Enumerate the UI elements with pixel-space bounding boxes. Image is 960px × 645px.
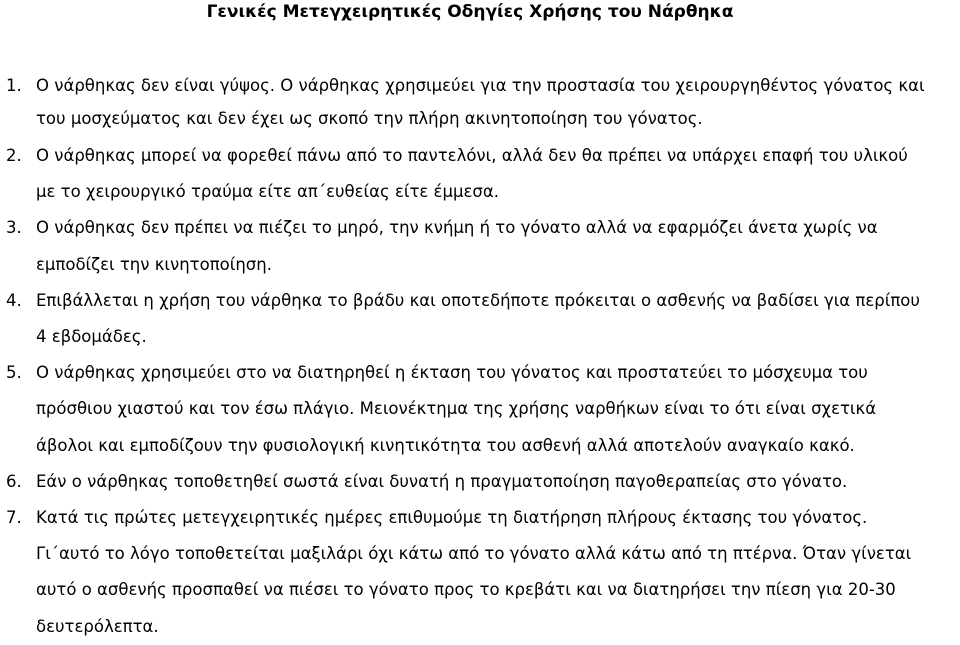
item-number: 7. bbox=[6, 508, 22, 528]
instruction-item-2 bbox=[6, 138, 932, 210]
item-number: 3. bbox=[6, 218, 22, 238]
item-number: 1. bbox=[6, 76, 22, 95]
item-text: Ο νάρθηκας δεν είναι γύψος. Ο νάρθηκας χρησιμεύει για την προστασία του χειρουργηθέντος γόνατος και του μοσχεύματος και δεν έχει ως σκοπό την πλήρη ακινητοποίηση του γόνατος. bbox=[36, 76, 925, 128]
instruction-item-6 bbox=[6, 464, 932, 500]
item-text: Επιβάλλεται η χρήση του νάρθηκα το βράδυ και οποτεδήποτε πρόκειται ο ασθενής να βαδίσει για περίπου 4 εβδομάδες. bbox=[36, 290, 920, 347]
instruction-item-1 bbox=[6, 69, 932, 135]
item-number: 6. bbox=[6, 471, 22, 491]
instruction-item-7 bbox=[6, 500, 932, 645]
item-text: Ο νάρθηκας μπορεί να φορεθεί πάνω από το παντελόνι, αλλά δεν θα πρέπει να υπάρχει επαφή του υλικού με το χειρουργικό τραύμα είτε απ΄ευθείας είτε έμμεσα. bbox=[36, 146, 908, 202]
item-text: Κατά τις πρώτες μετεγχειρητικές ημέρες επιθυμούμε τη διατήρηση πλήρους έκτασης του γόνατος. Γι΄αυτό το λόγο τοποθετείται μαξιλάρι όχι κάτω από το γόνατο αλλά κάτω από τη πτέρνα. Όταν γίνεται αυτό ο ασθενής προσπαθεί να πιέσει το γόνατο προς το κρεβάτι και να διατηρήσει την πίεση για 20-30 δευτερόλεπτα. bbox=[36, 508, 912, 636]
item-number: 4. bbox=[6, 290, 22, 310]
document-title: Γενικές Μετεγχειρητικές Οδηγίες Χρήσης του Νάρθηκα bbox=[206, 2, 734, 22]
item-text: Ο νάρθηκας χρησιμεύει στο να διατηρηθεί η έκταση του γόνατος και προστατεύει το μόσχευμα του πρόσθιου χιαστού και τον έσω πλάγιο. Μειονέκτημα της χρήσης ναρθήκων είναι το ότι είναι σχετικά άβολοι και εμποδίζουν την φυσιολογική κινητικότητα του ασθενή αλλά αποτελούν αναγκαίο κακό. bbox=[36, 363, 877, 455]
item-text: Εάν ο νάρθηκας τοποθετηθεί σωστά είναι δυνατή η πραγματοποίηση παγοθεραπείας στο γόνατο. bbox=[36, 471, 848, 491]
instruction-item-3 bbox=[6, 210, 932, 282]
item-number: 2. bbox=[6, 146, 22, 165]
instruction-item-4 bbox=[6, 283, 932, 355]
instruction-item-5 bbox=[6, 355, 932, 464]
item-number: 5. bbox=[6, 363, 22, 383]
item-text: Ο νάρθηκας δεν πρέπει να πιέζει το μηρό, την κνήμη ή το γόνατο αλλά να εφαρμόζει άνετα χωρίς να εμποδίζει την κινητοποίηση. bbox=[36, 218, 878, 274]
